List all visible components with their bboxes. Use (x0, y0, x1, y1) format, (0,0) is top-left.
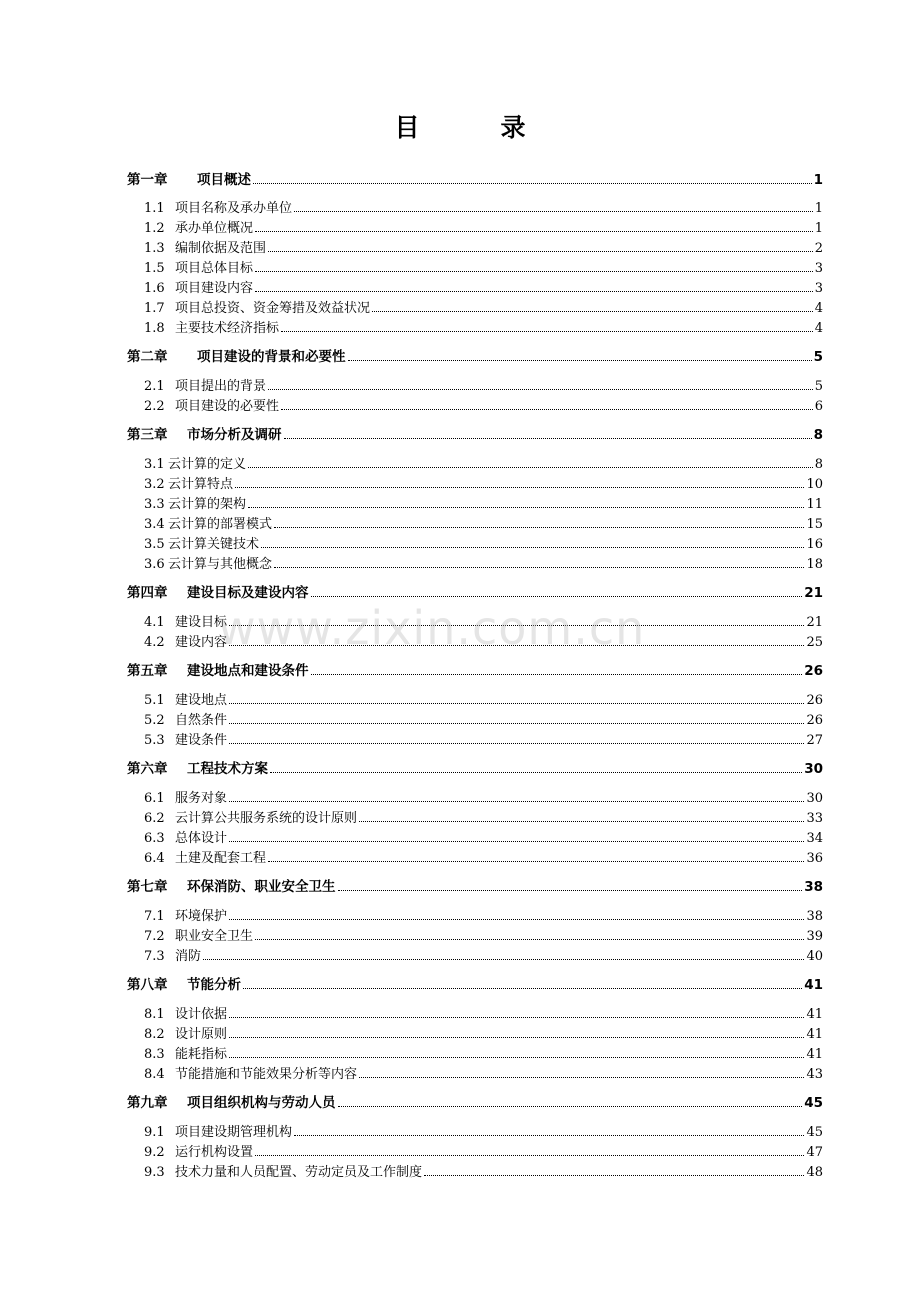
toc-entry-label: 自然条件 (175, 713, 228, 728)
toc-entry-number: 8.2 (144, 1027, 165, 1042)
toc-entry-number: 第九章 (127, 1095, 168, 1111)
toc-entry-number: 9.3 (144, 1165, 165, 1180)
dot-leader (359, 821, 804, 822)
dot-leader (281, 409, 813, 410)
toc-chapter-entry[interactable] (127, 975, 823, 993)
toc-entry-page-number: 18 (806, 557, 823, 572)
toc-entry-number: 第二章 (127, 349, 168, 365)
toc-entry-page-number: 26 (804, 663, 823, 679)
toc-entry-label: 建设地点 (175, 693, 228, 708)
dot-leader (229, 723, 804, 724)
toc-entry-page-number: 25 (806, 635, 823, 650)
toc-entry-page-number: 4 (814, 321, 823, 336)
toc-entry-number: 1.3 (144, 241, 165, 256)
toc-entry-label: 工程技术方案 (187, 761, 268, 777)
dot-leader (229, 645, 804, 646)
toc-entry-number: 第六章 (127, 761, 168, 777)
toc-entry-page-number: 2 (814, 241, 823, 256)
toc-entry-label: 建设目标及建设内容 (187, 585, 309, 601)
toc-section-entry[interactable] (144, 1064, 823, 1082)
toc-section-entry[interactable] (144, 1044, 823, 1062)
toc-entry-number: 3.6 (144, 557, 165, 572)
toc-entry-page-number: 47 (806, 1145, 823, 1160)
toc-entry-page-number: 11 (806, 497, 823, 512)
toc-entry-number: 3.5 (144, 537, 165, 552)
toc-entry-number: 1.7 (144, 301, 165, 316)
toc-title: 目 录 (394, 113, 554, 142)
toc-chapter-entry[interactable] (127, 877, 823, 895)
toc-entry-label: 项目建设的必要性 (175, 399, 280, 414)
toc-section-entry[interactable] (144, 298, 823, 316)
toc-entry-number: 6.3 (144, 831, 165, 846)
toc-entry-number: 4.2 (144, 635, 165, 650)
toc-section-entry[interactable] (144, 1122, 823, 1140)
watermark: www.zixin.com.cn (218, 601, 646, 655)
toc-section-entry[interactable] (144, 454, 823, 472)
toc-section-entry[interactable] (144, 318, 823, 336)
toc-entry-page-number: 41 (806, 1047, 823, 1062)
toc-entry-label: 服务对象 (175, 791, 228, 806)
toc-entry-number: 2.1 (144, 379, 165, 394)
toc-entry-label: 云计算的定义 (168, 457, 247, 472)
dot-leader (229, 1037, 804, 1038)
dot-leader (229, 841, 804, 842)
dot-leader (338, 890, 803, 891)
toc-entry-number: 第一章 (127, 172, 168, 188)
toc-entry-label: 运行机构设置 (175, 1145, 254, 1160)
dot-leader (268, 861, 804, 862)
toc-entry-number: 7.2 (144, 929, 165, 944)
toc-entry-label: 云计算的架构 (168, 497, 247, 512)
toc-section-entry[interactable] (144, 514, 823, 532)
dot-leader (229, 1017, 804, 1018)
toc-entry-number: 1.6 (144, 281, 165, 296)
toc-entry-label: 主要技术经济指标 (175, 321, 280, 336)
dot-leader (255, 1155, 804, 1156)
toc-section-entry[interactable] (144, 494, 823, 512)
toc-entry-page-number: 16 (806, 537, 823, 552)
toc-entry-number: 7.3 (144, 949, 165, 964)
toc-entry-page-number: 1 (814, 201, 823, 216)
dot-leader (281, 331, 813, 332)
toc-entry-number: 3.4 (144, 517, 165, 532)
dot-leader (274, 527, 804, 528)
toc-entry-label: 项目组织机构与劳动人员 (187, 1095, 336, 1111)
toc-entry-page-number: 48 (806, 1165, 823, 1180)
toc-entry-number: 6.4 (144, 851, 165, 866)
toc-entry-page-number: 26 (806, 713, 823, 728)
dot-leader (229, 801, 804, 802)
dot-leader (268, 251, 813, 252)
toc-entry-number: 8.1 (144, 1007, 165, 1022)
toc-chapter-entry[interactable] (127, 759, 823, 777)
toc-chapter-entry[interactable] (127, 583, 823, 601)
dot-leader (338, 1106, 803, 1107)
dot-leader (270, 772, 802, 773)
toc-entry-label: 项目建设期管理机构 (175, 1125, 293, 1140)
toc-chapter-entry[interactable] (127, 425, 823, 443)
dot-leader (253, 183, 812, 184)
toc-entry-label: 项目建设的背景和必要性 (197, 349, 346, 365)
toc-section-entry[interactable] (144, 278, 823, 296)
dot-leader (311, 596, 803, 597)
dot-leader (284, 438, 812, 439)
toc-section-entry[interactable] (144, 238, 823, 256)
toc-entry-number: 3.1 (144, 457, 165, 472)
toc-section-entry[interactable] (144, 730, 823, 748)
toc-entry-page-number: 36 (806, 851, 823, 866)
toc-entry-page-number: 45 (806, 1125, 823, 1140)
dot-leader (255, 231, 813, 232)
dot-leader (248, 467, 813, 468)
toc-section-entry[interactable] (144, 690, 823, 708)
toc-section-entry[interactable] (144, 376, 823, 394)
dot-leader (243, 988, 802, 989)
toc-section-entry[interactable] (144, 808, 823, 826)
toc-entry-label: 建设地点和建设条件 (187, 663, 309, 679)
toc-entry-page-number: 33 (806, 811, 823, 826)
dot-leader (229, 743, 804, 744)
toc-entry-number: 5.2 (144, 713, 165, 728)
toc-chapter-entry[interactable] (127, 1093, 823, 1111)
dot-leader (294, 211, 813, 212)
toc-entry-page-number: 10 (806, 477, 823, 492)
toc-entry-number: 第八章 (127, 977, 168, 993)
toc-section-entry[interactable] (144, 1142, 823, 1160)
toc-entry-page-number: 5 (813, 349, 823, 365)
toc-entry-page-number: 1 (813, 172, 823, 188)
toc-section-entry[interactable] (144, 946, 823, 964)
dot-leader (268, 389, 813, 390)
toc-entry-label: 节能分析 (187, 977, 241, 993)
toc-entry-page-number: 1 (814, 221, 823, 236)
toc-entry-page-number: 8 (814, 457, 823, 472)
toc-entry-label: 云计算公共服务系统的设计原则 (175, 811, 358, 826)
toc-section-entry[interactable] (144, 198, 823, 216)
toc-entry-number: 3.3 (144, 497, 165, 512)
toc-section-entry[interactable] (144, 906, 823, 924)
toc-entry-label: 职业安全卫生 (175, 929, 254, 944)
toc-section-entry[interactable] (144, 554, 823, 572)
toc-entry-number: 1.1 (144, 201, 165, 216)
toc-entry-label: 设计原则 (175, 1027, 228, 1042)
toc-entry-number: 第三章 (127, 427, 168, 443)
dot-leader (203, 959, 804, 960)
toc-section-entry[interactable] (144, 710, 823, 728)
dot-leader (229, 919, 804, 920)
dot-leader (255, 939, 804, 940)
toc-entry-label: 环保消防、职业安全卫生 (187, 879, 336, 895)
toc-entry-page-number: 6 (814, 399, 823, 414)
toc-entry-number: 7.1 (144, 909, 165, 924)
toc-entry-page-number: 34 (806, 831, 823, 846)
toc-entry-label: 节能措施和节能效果分析等内容 (175, 1067, 358, 1082)
toc-entry-page-number: 41 (806, 1027, 823, 1042)
toc-entry-page-number: 38 (806, 909, 823, 924)
dot-leader (248, 507, 804, 508)
toc-entry-label: 土建及配套工程 (175, 851, 267, 866)
toc-entry-page-number: 3 (814, 261, 823, 276)
toc-entry-number: 第四章 (127, 585, 168, 601)
toc-section-entry[interactable] (144, 1162, 823, 1180)
toc-entry-label: 项目总投资、资金筹措及效益状况 (175, 301, 371, 316)
toc-entry-label: 云计算的部署模式 (168, 517, 273, 532)
toc-entry-number: 9.2 (144, 1145, 165, 1160)
toc-section-entry[interactable] (144, 788, 823, 806)
toc-entry-label: 设计依据 (175, 1007, 228, 1022)
toc-section-entry[interactable] (144, 632, 823, 650)
toc-entry-number: 5.1 (144, 693, 165, 708)
toc-entry-label: 市场分析及调研 (187, 427, 282, 443)
toc-entry-page-number: 27 (806, 733, 823, 748)
toc-entry-number: 第七章 (127, 879, 168, 895)
toc-entry-label: 云计算特点 (168, 477, 234, 492)
toc-entry-page-number: 41 (804, 977, 823, 993)
dot-leader (255, 271, 813, 272)
toc-entry-page-number: 26 (806, 693, 823, 708)
toc-entry-label: 项目总体目标 (175, 261, 254, 276)
toc-entry-page-number: 30 (806, 791, 823, 806)
toc-entry-label: 能耗指标 (175, 1047, 228, 1062)
dot-leader (359, 1077, 804, 1078)
toc-section-entry[interactable] (144, 1004, 823, 1022)
toc-entry-label: 消防 (175, 949, 202, 964)
toc-entry-label: 承办单位概况 (175, 221, 254, 236)
toc-section-entry[interactable] (144, 258, 823, 276)
toc-entry-label: 项目名称及承办单位 (175, 201, 293, 216)
toc-section-entry[interactable] (144, 396, 823, 414)
dot-leader (261, 547, 804, 548)
toc-entry-page-number: 38 (804, 879, 823, 895)
toc-chapter-entry[interactable] (127, 170, 823, 188)
toc-entry-number: 9.1 (144, 1125, 165, 1140)
toc-entry-number: 6.2 (144, 811, 165, 826)
toc-entry-label: 云计算与其他概念 (168, 557, 273, 572)
toc-entry-page-number: 15 (806, 517, 823, 532)
dot-leader (348, 360, 812, 361)
toc-section-entry[interactable] (144, 828, 823, 846)
toc-entry-label: 编制依据及范围 (175, 241, 267, 256)
toc-entry-page-number: 39 (806, 929, 823, 944)
toc-entry-page-number: 41 (806, 1007, 823, 1022)
dot-leader (311, 674, 803, 675)
toc-entry-number: 1.2 (144, 221, 165, 236)
toc-entry-label: 云计算关键技术 (168, 537, 260, 552)
dot-leader (294, 1135, 804, 1136)
toc-entry-page-number: 21 (804, 585, 823, 601)
toc-entry-number: 8.3 (144, 1047, 165, 1062)
toc-entry-page-number: 3 (814, 281, 823, 296)
toc-entry-label: 环境保护 (175, 909, 228, 924)
toc-section-entry[interactable] (144, 474, 823, 492)
toc-entry-number: 1.8 (144, 321, 165, 336)
dot-leader (229, 625, 804, 626)
toc-entry-page-number: 43 (806, 1067, 823, 1082)
toc-chapter-entry[interactable] (127, 661, 823, 679)
toc-entry-page-number: 40 (806, 949, 823, 964)
dot-leader (229, 703, 804, 704)
toc-entry-number: 第五章 (127, 663, 168, 679)
toc-section-entry[interactable] (144, 848, 823, 866)
dot-leader (235, 487, 804, 488)
toc-entry-page-number: 30 (804, 761, 823, 777)
dot-leader (372, 311, 813, 312)
toc-entry-label: 技术力量和人员配置、劳动定员及工作制度 (175, 1165, 423, 1180)
dot-leader (424, 1175, 804, 1176)
toc-section-entry[interactable] (144, 1024, 823, 1042)
toc-entry-label: 项目提出的背景 (175, 379, 267, 394)
toc-entry-number: 3.2 (144, 477, 165, 492)
toc-entry-page-number: 8 (813, 427, 823, 443)
toc-entry-label: 项目建设内容 (175, 281, 254, 296)
toc-entry-page-number: 21 (806, 615, 823, 630)
toc-entry-number: 8.4 (144, 1067, 165, 1082)
toc-entry-number: 2.2 (144, 399, 165, 414)
toc-entry-number: 5.3 (144, 733, 165, 748)
toc-entry-label: 项目概述 (197, 172, 251, 188)
dot-leader (274, 567, 804, 568)
toc-section-entry[interactable] (144, 534, 823, 552)
toc-section-entry[interactable] (144, 218, 823, 236)
toc-entry-label: 建设内容 (175, 635, 228, 650)
toc-entry-page-number: 5 (814, 379, 823, 394)
toc-chapter-entry[interactable] (127, 347, 823, 365)
toc-entry-page-number: 45 (804, 1095, 823, 1111)
toc-entry-label: 建设条件 (175, 733, 228, 748)
dot-leader (229, 1057, 804, 1058)
toc-entry-number: 1.5 (144, 261, 165, 276)
toc-entry-label: 总体设计 (175, 831, 228, 846)
dot-leader (255, 291, 813, 292)
toc-entry-page-number: 4 (814, 301, 823, 316)
toc-section-entry[interactable] (144, 612, 823, 630)
toc-section-entry[interactable] (144, 926, 823, 944)
toc-entry-label: 建设目标 (175, 615, 228, 630)
toc-entry-number: 6.1 (144, 791, 165, 806)
toc-entry-number: 4.1 (144, 615, 165, 630)
